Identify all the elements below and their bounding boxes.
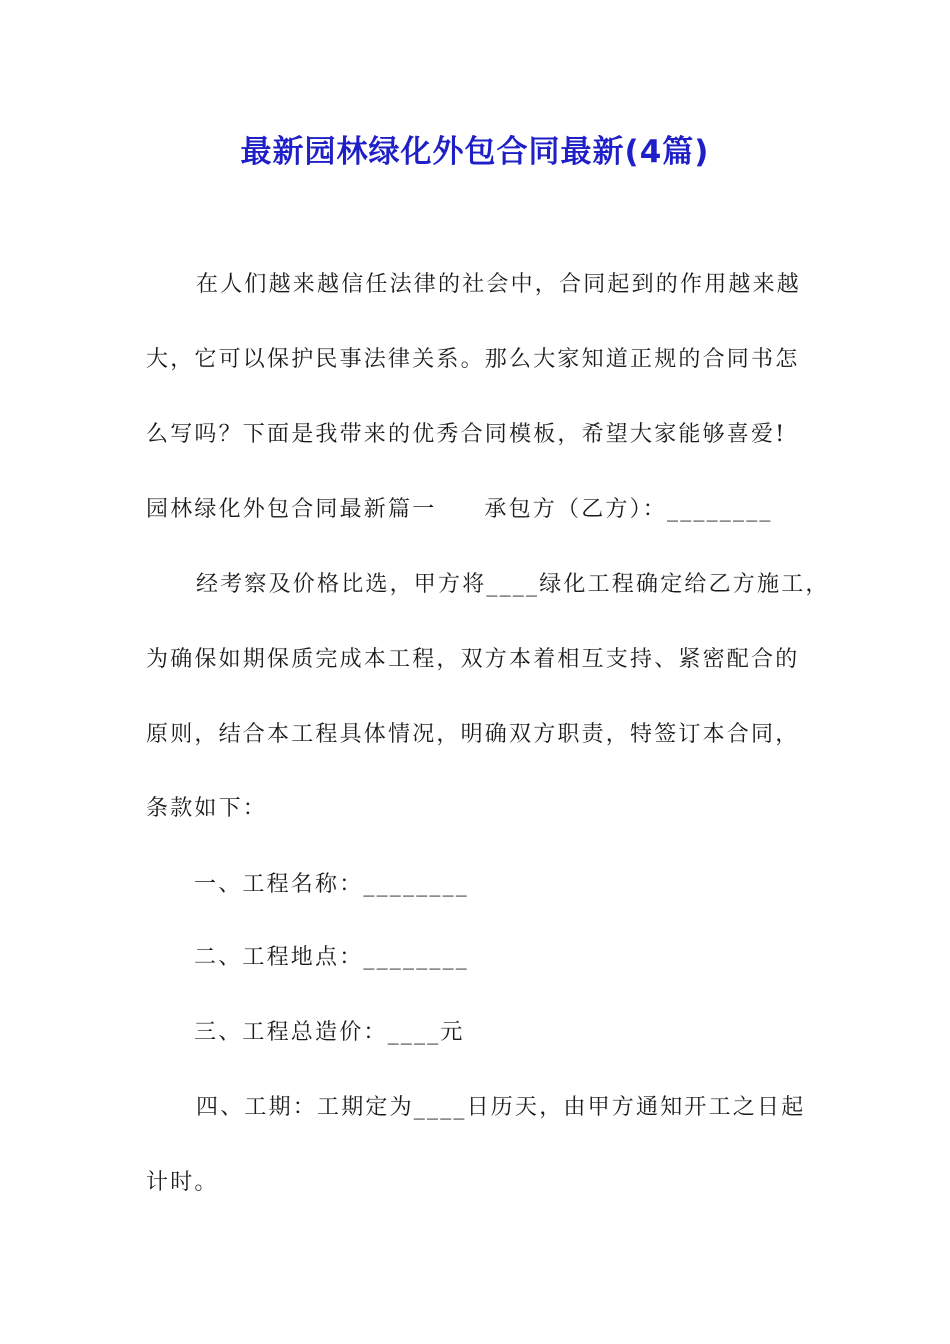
intro-line-1: 在人们越来越信任法律的社会中，合同起到的作用越来越 bbox=[196, 272, 802, 297]
document-title: 最新园林绿化外包合同最新(4篇) bbox=[240, 134, 710, 170]
clause-duration-line-1: 四、工期：工期定为____日历天，由甲方通知开工之日起 bbox=[196, 1095, 806, 1120]
body-line-1: 经考察及价格比选，甲方将____绿化工程确定给乙方施工， bbox=[196, 572, 830, 597]
body-line-4: 条款如下： bbox=[146, 796, 268, 821]
section-heading: 园林绿化外包合同最新篇一 bbox=[146, 497, 437, 522]
clause-duration-line-2: 计时。 bbox=[146, 1170, 219, 1195]
clause-total-cost: 三、工程总造价：____元 bbox=[194, 1020, 465, 1045]
intro-line-3: 么写吗？下面是我带来的优秀合同模板，希望大家能够喜爱! bbox=[146, 422, 787, 447]
clause-project-location: 二、工程地点：________ bbox=[194, 945, 470, 970]
body-line-2: 为确保如期保质完成本工程，双方本着相互支持、紧密配合的 bbox=[146, 647, 800, 672]
body-line-3: 原则，结合本工程具体情况，明确双方职责，特签订本合同， bbox=[146, 722, 800, 747]
intro-line-2: 大，它可以保护民事法律关系。那么大家知道正规的合同书怎 bbox=[146, 347, 800, 372]
section-heading-line bbox=[146, 495, 773, 525]
clause-project-name: 一、工程名称：________ bbox=[194, 872, 470, 897]
contractor-field: 承包方（乙方）：________ bbox=[484, 497, 773, 522]
